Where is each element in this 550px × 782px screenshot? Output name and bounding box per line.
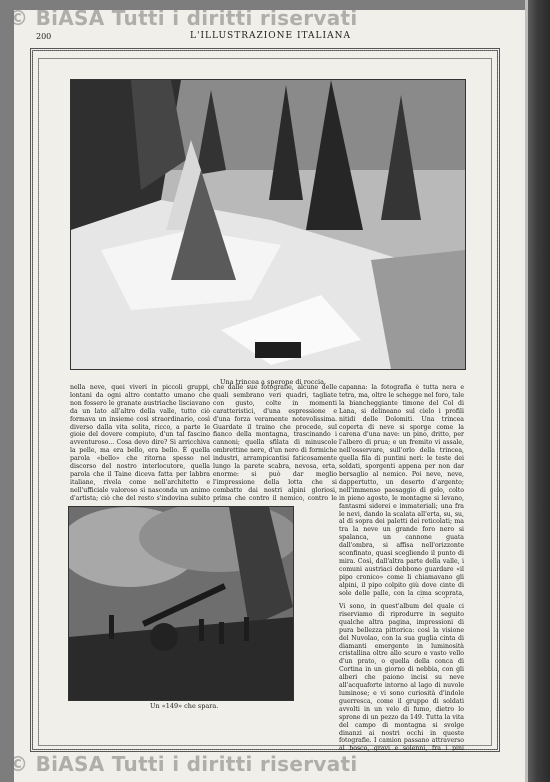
figure-caption-2: Un «149» che spara.: [150, 702, 219, 710]
watermark-top: © BiASA Tutti i diritti riservati: [8, 6, 358, 30]
text-column-right: [339, 384, 464, 598]
snow-trench-illustration: [71, 80, 465, 369]
text-column-left: [70, 384, 210, 502]
article-paragraph: capanna: la fotografia è tutta nera e tetra, ma, oltre le schegge nel foro, tale la biancheggiante timone del Col di Lana, si delineano sul cielo i profili nitidi delle Dolomiti. Una trincea coperta di neve si sporge come la carena d'una nave: un pino, dritto, per l'albero di prua; e un fremito vi assale, nell'osservare, sull'orlo della trincea, quella fila di puntini neri: le teste dei soldati, sporgenti appena per non dar bersaglio al nemico. Poi neve, neve, dappertutto, un deserto d'argento; nell'immenso paesaggio di gelo, colto in pieno agosto, le montagne si levano, fantasmi siderei e immateriali; una fra le nevi, dando la scalata all'erta, su, su, al di sopra dei paletti dei reticolati; ma tra la neve un grande foro nero si spalanca, un cannone guata dall'ombra, si affisa nell'orizzonte sconfinato, quasi scegliendo il punto di mira. Così, dall'altra parte della valle, i comuni austriaci debbono guardare «il pipo cronico» come li chiamavano gli alpini, il pipo colpito giù dove cinte di sole delle palle, con la cima scoprata,: [339, 384, 464, 597]
figure-caption-1: Una trincea a sperone di roccia.: [220, 378, 327, 386]
text-column-middle: [213, 384, 337, 502]
book-spine: [528, 0, 550, 782]
page-number: 200: [36, 32, 52, 41]
photo-snow-trench: [70, 79, 466, 370]
photo-artillery-firing: [68, 506, 294, 701]
watermark-bottom: © BiASA Tutti i diritti riservati: [8, 752, 358, 776]
article-paragraph: Vi sono, in quest'album del quale ci riserviamo di riprodurre in seguito qualche altra pagina, impressioni di pura bellezza pittorica: così la visione del Nuvolao, con la sua guglia cinta di diamanti emergente in luminosità cristallina oltre allo scuro e vasto vello d'un prato, o quella della conca di Cortina in un giorno di nebbia, con gli alberi che paiono incisi su neve all'acquaforte intorno al lago di nuvole luminose; e vi sono curiosità d'indole guerresca, come il gruppo di soldati avvolti in un velo di fumo, dietro lo sprone di un pezzo da 149. Tutta la vita del campo di montagna si svolge dinanzi ai nostri occhi in queste fotografie. I camion passano attraverso al bosco, gravi e solenni, fra i pini: [339, 603, 464, 751]
article-paragraph: che dalle sue fotografie, alcune delle quali sembrano veri quadri, tagliate con gusto, colte in momenti caratteristici, d'una espressione e d'una forza veramente notevolissima. Guardate il traino che procede, sul fianco della montagna, trascinando i cannoni; quella sfilata di minuscole ombrettine nere, d'un nero di formiche industri, arrampicantisi faticosamente lungo la parete scabra, nevosa, erta, enorme: si può dar meglio l'impressione della lotta che si combatte dai nostri alpini gloriosi, prima che contro il nemico, contro le: [213, 384, 337, 502]
running-title: L'ILLUSTRAZIONE ITALIANA: [190, 31, 351, 41]
text-column-right-lower: [339, 603, 464, 751]
artillery-illustration: [69, 507, 293, 700]
article-paragraph: nella neve, quei viveri in piccoli gruppi, lontani da ogni altro contatto umano che non fossero le granate austriache lisciavano da un lato all'altro della valle, tutto ciò formava un insieme così straordinario, così diverso dalla vita solita, ricco, a parte le gioie del dovere compiuto, d'un tal fascino avventuroso... Cosa devo dire? Si arricchiva la pelle, ma era bello, era bello. È quella parola «bello» che ritorna spesso nel discorso del nostro interlocutore, quella parola che il Taine diceva fatta per labbra italiane, rivela come nell'architetto e nell'ufficiale valoroso si nasconda un animo d'artista; ciò che del resto s'indovina subito: [70, 384, 210, 502]
